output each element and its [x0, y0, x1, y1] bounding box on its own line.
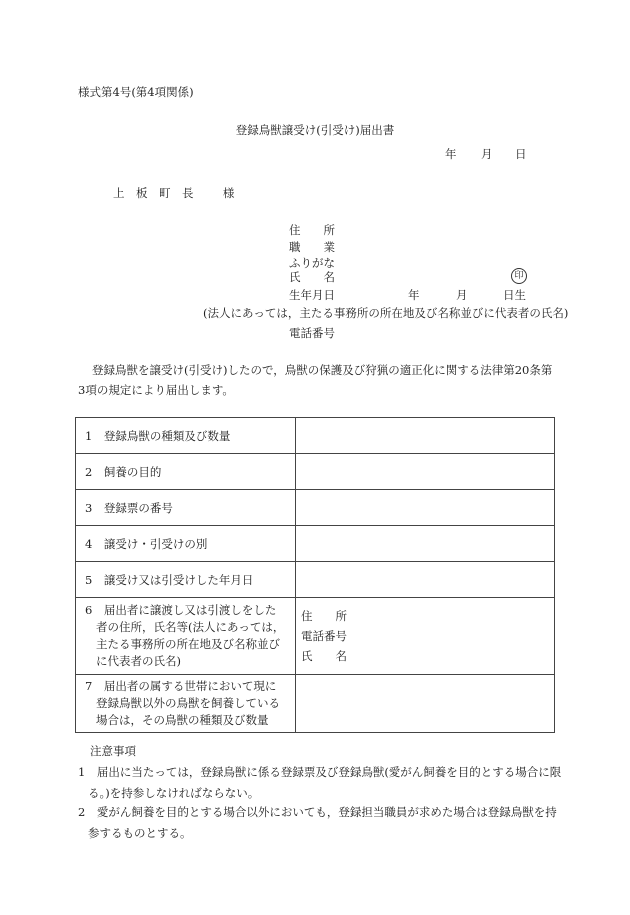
row-label: 6 届出者に譲渡し又は引渡しをした者の住所，氏名等(法人にあっては，主たる事務所の所在地及び名称並びに代表者の氏名) [76, 598, 296, 675]
date-day: 日 [515, 147, 527, 161]
birthdate-label: 生年月日 [289, 288, 335, 302]
table-row [76, 598, 555, 675]
name-label: 氏 名 [289, 270, 335, 284]
address-label: 住 所 [289, 223, 335, 237]
row-label: 4 譲受け・引受けの別 [76, 526, 296, 562]
note-item: 1 届出に当たっては，登録鳥獣に係る登録票及び登録鳥獣(愛がん飼養を目的とする場合に限る。)を持参しなければならない。 [78, 765, 562, 800]
phone-label: 電話番号 [289, 326, 335, 340]
row-value-field[interactable] [296, 675, 555, 733]
row-value-field[interactable] [296, 526, 555, 562]
row-value-field[interactable] [296, 562, 555, 598]
furigana-label: ふりがな [289, 256, 335, 270]
transferor-name-label: 氏 名 [301, 649, 347, 663]
transferor-phone-label: 電話番号 [301, 629, 347, 643]
row-label: 5 譲受け又は引受けした年月日 [76, 562, 296, 598]
birth-year: 年 [408, 288, 420, 302]
transferor-info[interactable] [296, 598, 555, 675]
addressee [113, 186, 234, 200]
row-label: 2 飼養の目的 [76, 454, 296, 490]
addressee-honorific: 様 [222, 186, 235, 200]
row-label: 3 登録票の番号 [76, 490, 296, 526]
note-item: 2 愛がん飼養を目的とする場合以外においても，登録担当職員が求めた場合は登録鳥獣を持参するものとする。 [78, 805, 557, 840]
row-value-field[interactable] [296, 490, 555, 526]
row-value-field[interactable] [296, 418, 555, 454]
birth-day: 日生 [503, 288, 526, 302]
table-row [76, 490, 555, 526]
corporation-note: (法人にあっては，主たる事務所の所在地及び名称並びに代表者の氏名) [203, 306, 569, 320]
document-title: 登録鳥獣譲受け(引受け)届出書 [235, 123, 395, 137]
registration-table [75, 417, 555, 733]
body-text: 登録鳥獣を譲受け(引受け)したので，鳥獣の保護及び狩猟の適正化に関する法律第20条第3項の規定により届出します。 [78, 363, 553, 397]
row-value-field[interactable] [296, 454, 555, 490]
seal-mark: 印 [511, 268, 527, 284]
row-label: 1 登録鳥獣の種類及び数量 [76, 418, 296, 454]
transferor-address-label: 住 所 [301, 609, 347, 623]
table-row [76, 675, 555, 733]
form-number: 様式第4号(第4項関係) [78, 85, 194, 99]
date-month: 月 [481, 147, 493, 161]
row-label: 7 届出者の属する世帯において現に登録鳥獣以外の鳥獣を飼養している場合は，その鳥獣の種類及び数量 [76, 675, 296, 733]
table-row [76, 418, 555, 454]
table-row [76, 454, 555, 490]
date-year: 年 [445, 147, 457, 161]
notes-title: 注意事項 [90, 744, 136, 758]
birth-month: 月 [456, 288, 468, 302]
occupation-label: 職 業 [289, 240, 335, 254]
table-row [76, 562, 555, 598]
addressee-name: 上 板 町 長 [113, 186, 194, 200]
table-row [76, 526, 555, 562]
